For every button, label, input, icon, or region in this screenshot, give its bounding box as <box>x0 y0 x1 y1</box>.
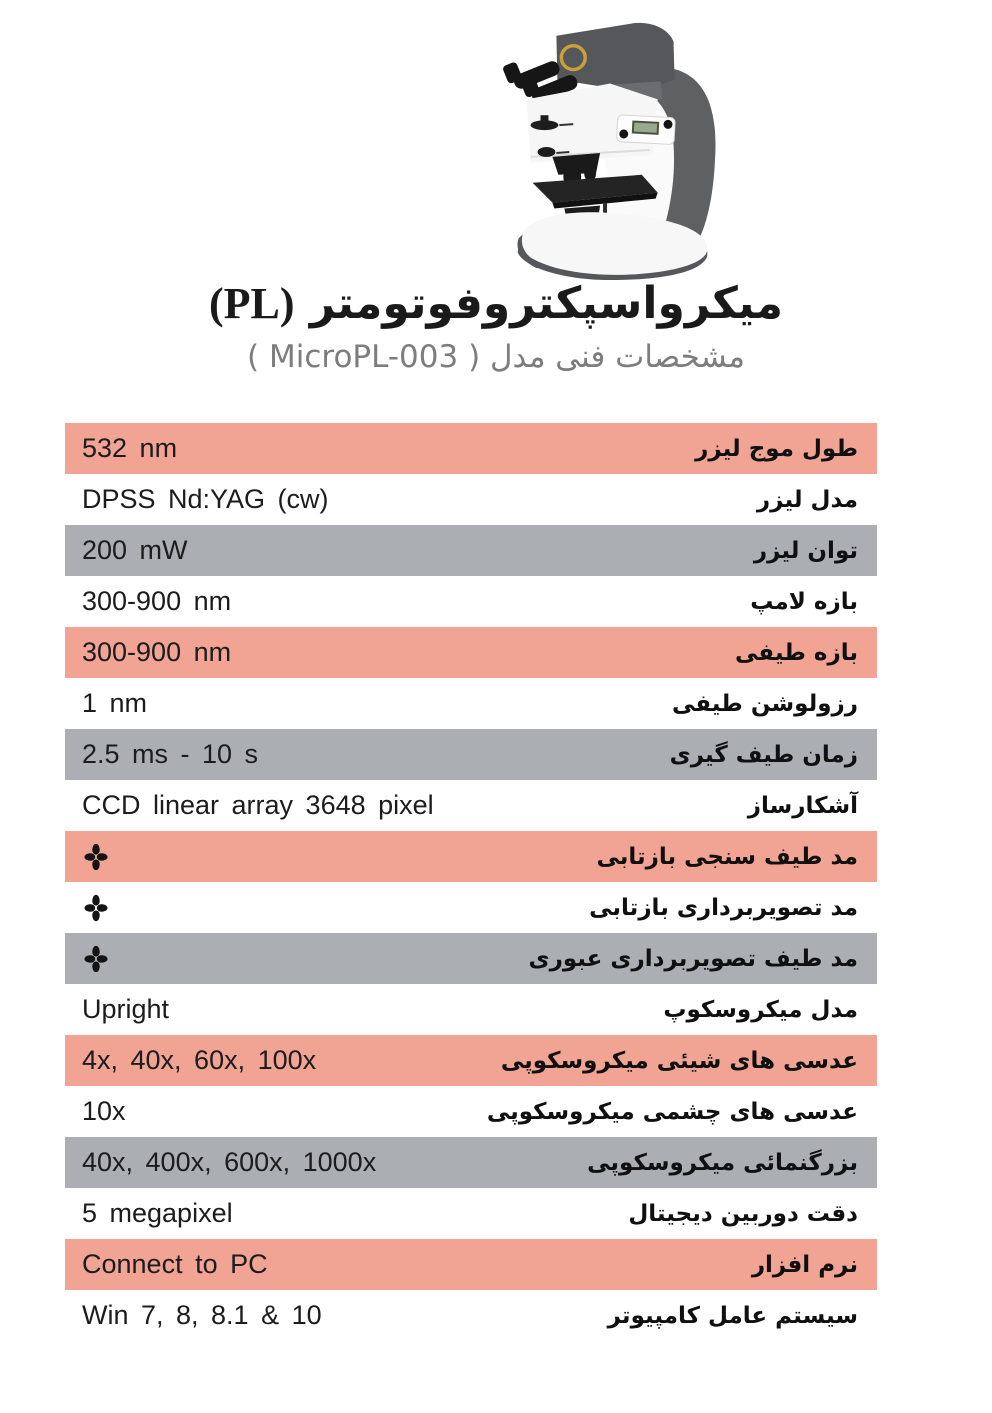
spec-value: 300-900 nm <box>82 637 232 667</box>
spec-label: سیستم عامل کامپیوتر <box>607 1302 858 1329</box>
table-row <box>65 780 877 831</box>
spec-value: 200 mW <box>82 535 188 565</box>
table-row <box>65 882 877 933</box>
spec-value: DPSS Nd:YAG (cw) <box>82 484 329 514</box>
spec-value: 532 nm <box>82 433 178 463</box>
spec-value: Connect to PC <box>82 1249 268 1279</box>
table-row <box>65 678 877 729</box>
header <box>0 278 992 376</box>
page-title <box>0 278 992 330</box>
upright-microscope-illustration <box>455 8 765 286</box>
table-row <box>65 1137 877 1188</box>
spec-label: توان لیزر <box>753 537 858 564</box>
spec-table <box>65 423 877 1341</box>
spec-label: مد طیف سنجی بازتابی <box>596 843 858 870</box>
table-row <box>65 1239 877 1290</box>
table-row <box>65 831 877 882</box>
spec-label: بازه لامپ <box>750 588 858 615</box>
microscope-photo <box>455 8 765 286</box>
spec-value: 2.5 ms - 10 s <box>82 739 259 769</box>
table-row <box>65 1086 877 1137</box>
spec-label: مد تصویربرداری بازتابی <box>589 894 858 921</box>
title-latin: (PL) <box>208 279 295 328</box>
table-row <box>65 1290 877 1341</box>
spec-label: آشکارساز <box>747 792 858 819</box>
spec-value: Win 7, 8, 8.1 & 10 <box>82 1300 322 1330</box>
spec-label: نرم افزار <box>751 1251 858 1278</box>
spec-value: 5 megapixel <box>82 1198 233 1228</box>
spec-label: بزرگنمائی میکروسکوپی <box>587 1149 858 1176</box>
table-row <box>65 576 877 627</box>
table-row <box>65 525 877 576</box>
spec-label: زمان طیف گیری <box>669 741 858 768</box>
spec-label: مدل لیزر <box>756 486 858 513</box>
title-persian: میکرواسپکتروفوتومتر <box>309 278 784 329</box>
table-row <box>65 423 877 474</box>
spec-label: مدل میکروسکوپ <box>663 996 858 1023</box>
table-row <box>65 729 877 780</box>
table-row <box>65 1188 877 1239</box>
table-row <box>65 1035 877 1086</box>
spec-label: مد طیف تصویربرداری عبوری <box>528 945 858 972</box>
spec-label: دقت دوربین دیجیتال <box>628 1200 858 1227</box>
table-row <box>65 984 877 1035</box>
spec-label: بازه طیفی <box>735 639 858 666</box>
spec-label: طول موج لیزر <box>695 435 858 462</box>
spec-value: CCD linear array 3648 pixel <box>82 790 434 820</box>
spec-value: 300-900 nm <box>82 586 232 616</box>
spec-value: 10x <box>82 1096 126 1126</box>
table-row <box>65 474 877 525</box>
spec-label: عدسی های چشمی میکروسکوپی <box>486 1098 858 1125</box>
spec-label: عدسی های شیئی میکروسکوپی <box>500 1047 858 1074</box>
spec-value: 1 nm <box>82 688 148 718</box>
spec-value: 4x, 40x, 60x, 100x <box>82 1045 317 1075</box>
feature-check-icon <box>82 943 110 975</box>
spec-value: 40x, 400x, 600x, 1000x <box>82 1147 377 1177</box>
spec-label: رزولوشن طیفی <box>671 690 858 717</box>
table-row <box>65 627 877 678</box>
feature-check-icon <box>82 841 110 873</box>
spec-value: Upright <box>82 994 170 1024</box>
page-subtitle: مشخصات فنی مدل ( MicroPL-003 ) <box>247 339 745 375</box>
table-row <box>65 933 877 984</box>
feature-check-icon <box>82 892 110 924</box>
